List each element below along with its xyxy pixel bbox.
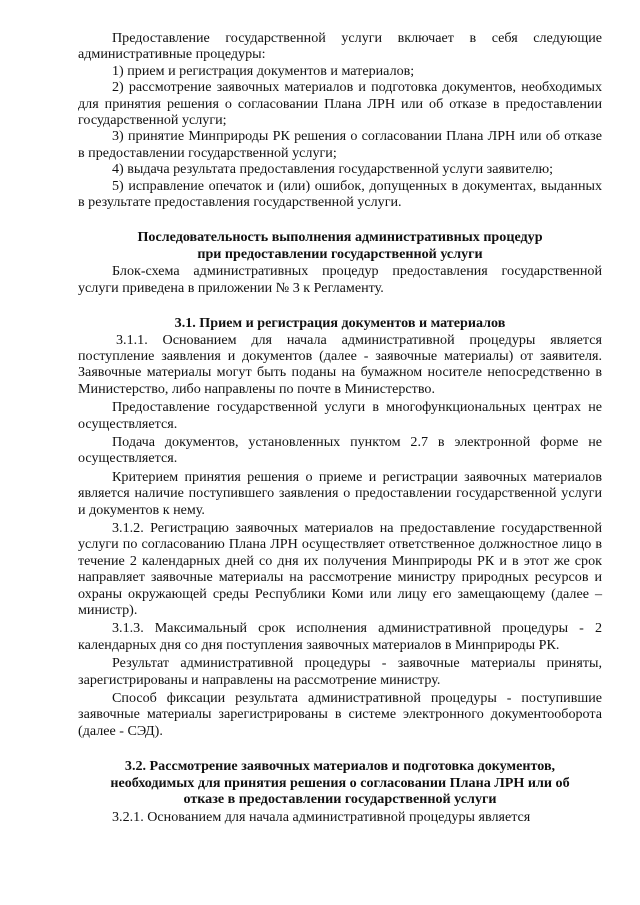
paragraph: Результат административной процедуры - заявочные материалы приняты, зарегистрированы и направлены на рассмотрение министру. — [78, 655, 602, 688]
paragraph-3-1-1: 3.1.1. Основанием для начала административной процедуры является поступление заявления и документов (далее - заявочные материалы) от заявителя. Заявочные материалы могут быть поданы на бумажном носителе непосредственно в Министерство, либо направлены по почте в Министерство. — [78, 331, 602, 397]
paragraph-3-1-2: 3.1.2. Регистрацию заявочных материалов на предоставление государственной услуги по согласованию Плана ЛРН осуществляет ответственное должностное лицо в течение 2 календарных дней со дня их получения Минприроды РК и в этот же срок направляет заявочные материалы на рассмотрение министру природных ресурсов и охраны окружающей среды Республики Коми или лицу его замещающему (далее – министр). — [78, 519, 602, 618]
section-heading-line: необходимых для принятия решения о согласовании Плана ЛРН или об — [110, 774, 570, 791]
paragraph: Критерием принятия решения о приеме и регистрации заявочных материалов является наличие поступившего заявления о предоставлении государственной услуги и документов к нему. — [78, 468, 602, 518]
section-heading-3-2 — [78, 758, 602, 807]
section-heading-line: отказе в предоставлении государственной услуги — [183, 791, 497, 808]
paragraph-3-2-1: 3.2.1. Основанием для начала административной процедуры является — [112, 809, 531, 826]
section-heading-line: Последовательность выполнения административных процедур — [137, 229, 543, 246]
paragraph: Подача документов, установленных пунктом 2.7 в электронной форме не осуществляется. — [78, 433, 602, 467]
section-heading-line: при предоставлении государственной услуги — [197, 245, 483, 262]
paragraph: Предоставление государственной услуги в многофункциональных центрах не осуществляется. — [78, 399, 602, 432]
section-heading-3-1: 3.1. Прием и регистрация документов и материалов — [174, 315, 506, 332]
paragraph: Способ фиксации результата административной процедуры - поступившие заявочные материалы зарегистрированы в системе электронного документооборота (далее - СЭД). — [78, 690, 602, 739]
paragraph-3-1-3: 3.1.3. Максимальный срок исполнения административной процедуры - 2 календарных дня со дня поступления заявочных материалов в Минприроды РК. — [78, 620, 602, 653]
intro-item-3: 3) принятие Минприроды РК решения о согласовании Плана ЛРН или об отказе в предоставлении государственной услуги; — [78, 128, 602, 161]
section-heading-procedures — [78, 229, 602, 262]
intro-lead: Предоставление государственной услуги включает в себя следующие административные процедуры: — [78, 30, 602, 63]
intro-item-1: 1) прием и регистрация документов и материалов; — [112, 62, 415, 79]
intro-item-2: 2) рассмотрение заявочных материалов и подготовка документов, необходимых для принятия решения о согласовании Плана ЛРН или об отказе в предоставлении государственной услуги; — [78, 79, 602, 129]
intro-item-5: 5) исправление опечаток и (или) ошибок, допущенных в документах, выданных в результате предоставления государственной услуги. — [78, 177, 602, 211]
section-heading-line: 3.2. Рассмотрение заявочных материалов и подготовка документов, — [124, 758, 556, 775]
intro-item-4: 4) выдача результата предоставления государственной услуги заявителю; — [112, 161, 554, 178]
flowchart-reference: Блок-схема административных процедур предоставления государственной услуги приведена в приложении № 3 к Регламенту. — [78, 263, 602, 296]
